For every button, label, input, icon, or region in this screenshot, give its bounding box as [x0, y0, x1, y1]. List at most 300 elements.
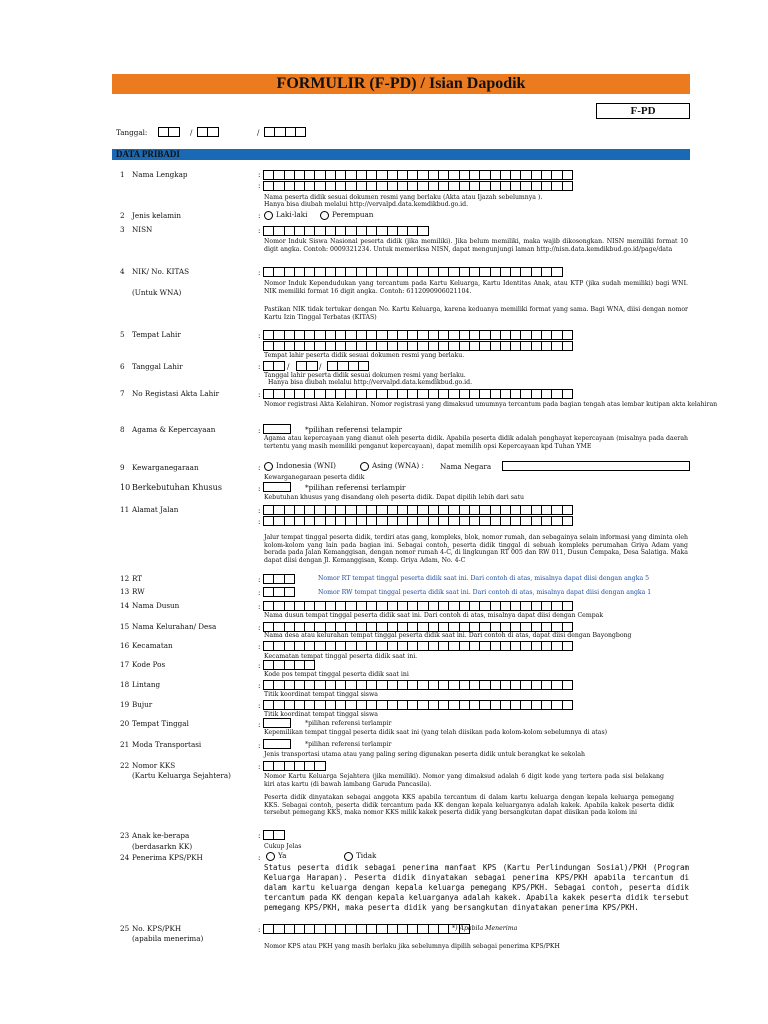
- date-month-boxes[interactable]: [197, 127, 219, 137]
- tempat-lahir-boxes-2[interactable]: [263, 341, 573, 351]
- char-box[interactable]: [551, 330, 561, 340]
- char-box[interactable]: [397, 700, 407, 710]
- char-box[interactable]: [284, 516, 294, 526]
- char-box[interactable]: [294, 505, 304, 515]
- char-box[interactable]: [263, 505, 273, 515]
- char-box[interactable]: [294, 267, 304, 277]
- char-box[interactable]: [284, 601, 294, 611]
- char-box[interactable]: [479, 330, 489, 340]
- char-box[interactable]: [448, 641, 458, 651]
- char-box[interactable]: [356, 680, 366, 690]
- char-box[interactable]: [387, 330, 397, 340]
- char-box[interactable]: [304, 924, 314, 934]
- char-box[interactable]: [314, 341, 324, 351]
- char-box[interactable]: [438, 641, 448, 651]
- char-box[interactable]: [294, 341, 304, 351]
- char-box[interactable]: [469, 700, 479, 710]
- char-box[interactable]: [562, 170, 573, 180]
- char-box[interactable]: [448, 700, 458, 710]
- char-box[interactable]: [541, 330, 551, 340]
- char-box[interactable]: [345, 330, 355, 340]
- char-box[interactable]: [284, 641, 294, 651]
- char-box[interactable]: [520, 181, 530, 191]
- char-box[interactable]: [356, 330, 366, 340]
- char-box[interactable]: [345, 641, 355, 651]
- char-box[interactable]: [438, 924, 448, 934]
- char-box[interactable]: [428, 330, 438, 340]
- kks-boxes[interactable]: [263, 761, 326, 771]
- char-box[interactable]: [407, 267, 417, 277]
- char-box[interactable]: [479, 181, 489, 191]
- char-box[interactable]: [366, 924, 376, 934]
- char-box[interactable]: [366, 341, 376, 351]
- char-box[interactable]: [366, 622, 376, 632]
- radio-wni[interactable]: Indonesia (WNI): [264, 461, 336, 471]
- char-box[interactable]: [438, 505, 448, 515]
- char-box[interactable]: [438, 330, 448, 340]
- char-box[interactable]: [376, 267, 386, 277]
- char-box[interactable]: [469, 680, 479, 690]
- char-box[interactable]: [438, 700, 448, 710]
- char-box[interactable]: [407, 330, 417, 340]
- char-box[interactable]: [304, 170, 314, 180]
- char-box[interactable]: [562, 330, 573, 340]
- char-box[interactable]: [273, 267, 283, 277]
- char-box[interactable]: [500, 601, 510, 611]
- char-box[interactable]: [263, 389, 273, 399]
- char-box[interactable]: [448, 267, 458, 277]
- tgl-lahir-month[interactable]: [296, 361, 318, 371]
- char-box[interactable]: [356, 226, 366, 236]
- char-box[interactable]: [273, 622, 283, 632]
- char-box[interactable]: [428, 516, 438, 526]
- char-box[interactable]: [314, 170, 324, 180]
- char-box[interactable]: [520, 680, 530, 690]
- char-box[interactable]: [541, 601, 551, 611]
- char-box[interactable]: [263, 267, 273, 277]
- char-box[interactable]: [541, 267, 551, 277]
- char-box[interactable]: [417, 330, 427, 340]
- char-box[interactable]: [366, 181, 376, 191]
- char-box[interactable]: [294, 622, 304, 632]
- char-box[interactable]: [335, 680, 345, 690]
- char-box[interactable]: [417, 505, 427, 515]
- char-box[interactable]: [376, 226, 386, 236]
- char-box[interactable]: [304, 341, 314, 351]
- char-box[interactable]: [531, 181, 541, 191]
- char-box[interactable]: [304, 641, 314, 651]
- char-box[interactable]: [448, 170, 458, 180]
- nisn-boxes[interactable]: [263, 226, 429, 236]
- char-box[interactable]: [273, 660, 283, 670]
- char-box[interactable]: [284, 181, 294, 191]
- char-box[interactable]: [490, 389, 500, 399]
- char-box[interactable]: [417, 516, 427, 526]
- char-box[interactable]: [335, 700, 345, 710]
- char-box[interactable]: [407, 170, 417, 180]
- char-box[interactable]: [510, 330, 520, 340]
- char-box[interactable]: [284, 226, 294, 236]
- char-box[interactable]: [541, 389, 551, 399]
- char-box[interactable]: [459, 680, 469, 690]
- char-box[interactable]: [325, 680, 335, 690]
- char-box[interactable]: [335, 226, 345, 236]
- char-box[interactable]: [335, 516, 345, 526]
- char-box[interactable]: [314, 389, 324, 399]
- char-box[interactable]: [366, 226, 376, 236]
- char-box[interactable]: [397, 389, 407, 399]
- char-box[interactable]: [562, 389, 573, 399]
- char-box[interactable]: [531, 341, 541, 351]
- char-box[interactable]: [314, 601, 324, 611]
- char-box[interactable]: [273, 641, 283, 651]
- char-box[interactable]: [551, 622, 561, 632]
- char-box[interactable]: [428, 181, 438, 191]
- char-box[interactable]: [325, 181, 335, 191]
- char-box[interactable]: [376, 641, 386, 651]
- char-box[interactable]: [294, 641, 304, 651]
- radio-laki-laki[interactable]: Laki-laki: [264, 210, 307, 220]
- char-box[interactable]: [520, 330, 530, 340]
- char-box[interactable]: [510, 505, 520, 515]
- char-box[interactable]: [314, 761, 325, 771]
- char-box[interactable]: [459, 170, 469, 180]
- char-box[interactable]: [376, 680, 386, 690]
- char-box[interactable]: [428, 505, 438, 515]
- radio-tidak[interactable]: Tidak: [344, 851, 376, 861]
- char-box[interactable]: [387, 622, 397, 632]
- char-box[interactable]: [263, 622, 273, 632]
- char-box[interactable]: [541, 516, 551, 526]
- char-box[interactable]: [304, 601, 314, 611]
- transportasi-box[interactable]: [263, 739, 291, 749]
- char-box[interactable]: [551, 505, 561, 515]
- char-box[interactable]: [531, 700, 541, 710]
- char-box[interactable]: [345, 700, 355, 710]
- char-box[interactable]: [304, 622, 314, 632]
- char-box[interactable]: [469, 330, 479, 340]
- char-box[interactable]: [428, 700, 438, 710]
- char-box[interactable]: [263, 341, 273, 351]
- char-box[interactable]: [376, 341, 386, 351]
- char-box[interactable]: [510, 622, 520, 632]
- char-box[interactable]: [345, 924, 355, 934]
- char-box[interactable]: [407, 389, 417, 399]
- char-box[interactable]: [490, 680, 500, 690]
- char-box[interactable]: [551, 641, 561, 651]
- char-box[interactable]: [479, 641, 489, 651]
- char-box[interactable]: [417, 924, 427, 934]
- char-box[interactable]: [294, 660, 304, 670]
- char-box[interactable]: [562, 505, 573, 515]
- char-box[interactable]: [428, 680, 438, 690]
- char-box[interactable]: [273, 680, 283, 690]
- char-box[interactable]: [284, 761, 294, 771]
- char-box[interactable]: [490, 641, 500, 651]
- char-box[interactable]: [428, 601, 438, 611]
- char-box[interactable]: [366, 170, 376, 180]
- char-box[interactable]: [531, 680, 541, 690]
- char-box[interactable]: [263, 170, 273, 180]
- char-box[interactable]: [314, 516, 324, 526]
- char-box[interactable]: [448, 516, 458, 526]
- char-box[interactable]: [294, 924, 304, 934]
- berkebutuhan-box[interactable]: [263, 482, 291, 492]
- char-box[interactable]: [314, 924, 324, 934]
- char-box[interactable]: [263, 761, 273, 771]
- char-box[interactable]: [304, 700, 314, 710]
- char-box[interactable]: [531, 505, 541, 515]
- char-box[interactable]: [284, 389, 294, 399]
- char-box[interactable]: [438, 170, 448, 180]
- char-box[interactable]: [417, 170, 427, 180]
- char-box[interactable]: [345, 601, 355, 611]
- char-box[interactable]: [356, 170, 366, 180]
- char-box[interactable]: [314, 330, 324, 340]
- char-box[interactable]: [284, 505, 294, 515]
- char-box[interactable]: [407, 181, 417, 191]
- char-box[interactable]: [325, 700, 335, 710]
- char-box[interactable]: [510, 680, 520, 690]
- char-box[interactable]: [531, 516, 541, 526]
- char-box[interactable]: [531, 389, 541, 399]
- char-box[interactable]: [551, 680, 561, 690]
- char-box[interactable]: [551, 181, 561, 191]
- char-box[interactable]: [304, 267, 314, 277]
- char-box[interactable]: [387, 601, 397, 611]
- char-box[interactable]: [469, 505, 479, 515]
- tgl-lahir-year[interactable]: [327, 361, 369, 371]
- char-box[interactable]: [541, 641, 551, 651]
- char-box[interactable]: [345, 505, 355, 515]
- char-box[interactable]: [459, 601, 469, 611]
- char-box[interactable]: [541, 700, 551, 710]
- tempat-tinggal-box[interactable]: [263, 718, 291, 728]
- char-box[interactable]: [376, 516, 386, 526]
- char-box[interactable]: [469, 341, 479, 351]
- char-box[interactable]: [459, 516, 469, 526]
- char-box[interactable]: [520, 170, 530, 180]
- char-box[interactable]: [284, 924, 294, 934]
- char-box[interactable]: [304, 761, 314, 771]
- char-box[interactable]: [562, 700, 573, 710]
- char-box[interactable]: [376, 924, 386, 934]
- char-box[interactable]: [273, 505, 283, 515]
- tgl-lahir-day[interactable]: [263, 361, 285, 371]
- char-box[interactable]: [294, 761, 304, 771]
- char-box[interactable]: [325, 170, 335, 180]
- char-box[interactable]: [541, 680, 551, 690]
- char-box[interactable]: [273, 587, 283, 597]
- char-box[interactable]: [335, 330, 345, 340]
- char-box[interactable]: [345, 389, 355, 399]
- char-box[interactable]: [314, 267, 324, 277]
- char-box[interactable]: [376, 505, 386, 515]
- char-box[interactable]: [356, 181, 366, 191]
- char-box[interactable]: [284, 680, 294, 690]
- char-box[interactable]: [304, 330, 314, 340]
- char-box[interactable]: [263, 516, 273, 526]
- char-box[interactable]: [284, 574, 295, 584]
- char-box[interactable]: [510, 181, 520, 191]
- char-box[interactable]: [469, 601, 479, 611]
- char-box[interactable]: [500, 641, 510, 651]
- char-box[interactable]: [387, 341, 397, 351]
- char-box[interactable]: [417, 181, 427, 191]
- char-box[interactable]: [448, 389, 458, 399]
- char-box[interactable]: [459, 700, 469, 710]
- char-box[interactable]: [335, 505, 345, 515]
- char-box[interactable]: [397, 330, 407, 340]
- nik-boxes[interactable]: [263, 267, 563, 277]
- char-box[interactable]: [356, 924, 366, 934]
- radio-perempuan[interactable]: Perempuan: [320, 210, 373, 220]
- char-box[interactable]: [387, 680, 397, 690]
- char-box[interactable]: [520, 267, 530, 277]
- date-year-boxes[interactable]: [264, 127, 306, 137]
- char-box[interactable]: [304, 226, 314, 236]
- char-box[interactable]: [459, 505, 469, 515]
- char-box[interactable]: [314, 505, 324, 515]
- char-box[interactable]: [459, 181, 469, 191]
- char-box[interactable]: [562, 680, 573, 690]
- char-box[interactable]: [304, 516, 314, 526]
- char-box[interactable]: [387, 924, 397, 934]
- char-box[interactable]: [417, 389, 427, 399]
- char-box[interactable]: [263, 924, 273, 934]
- char-box[interactable]: [510, 601, 520, 611]
- char-box[interactable]: [407, 505, 417, 515]
- char-box[interactable]: [490, 700, 500, 710]
- char-box[interactable]: [273, 574, 283, 584]
- char-box[interactable]: [366, 601, 376, 611]
- char-box[interactable]: [294, 601, 304, 611]
- char-box[interactable]: [500, 700, 510, 710]
- char-box[interactable]: [500, 389, 510, 399]
- char-box[interactable]: [284, 267, 294, 277]
- char-box[interactable]: [407, 601, 417, 611]
- char-box[interactable]: [366, 516, 376, 526]
- char-box[interactable]: [520, 622, 530, 632]
- char-box[interactable]: [459, 341, 469, 351]
- char-box[interactable]: [428, 924, 438, 934]
- char-box[interactable]: [345, 516, 355, 526]
- char-box[interactable]: [263, 830, 273, 840]
- char-box[interactable]: [345, 267, 355, 277]
- char-box[interactable]: [541, 170, 551, 180]
- char-box[interactable]: [510, 700, 520, 710]
- char-box[interactable]: [520, 389, 530, 399]
- kode-pos-boxes[interactable]: [263, 660, 315, 670]
- char-box[interactable]: [428, 641, 438, 651]
- char-box[interactable]: [335, 601, 345, 611]
- char-box[interactable]: [417, 341, 427, 351]
- char-box[interactable]: [407, 700, 417, 710]
- char-box[interactable]: [469, 622, 479, 632]
- char-box[interactable]: [376, 170, 386, 180]
- char-box[interactable]: [520, 341, 530, 351]
- char-box[interactable]: [314, 700, 324, 710]
- char-box[interactable]: [469, 389, 479, 399]
- char-box[interactable]: [479, 680, 489, 690]
- char-box[interactable]: [387, 226, 397, 236]
- char-box[interactable]: [376, 700, 386, 710]
- char-box[interactable]: [356, 341, 366, 351]
- char-box[interactable]: [417, 700, 427, 710]
- char-box[interactable]: [273, 830, 284, 840]
- char-box[interactable]: [273, 341, 283, 351]
- char-box[interactable]: [356, 641, 366, 651]
- char-box[interactable]: [438, 680, 448, 690]
- char-box[interactable]: [294, 516, 304, 526]
- char-box[interactable]: [490, 341, 500, 351]
- char-box[interactable]: [345, 680, 355, 690]
- char-box[interactable]: [490, 267, 500, 277]
- char-box[interactable]: [345, 170, 355, 180]
- char-box[interactable]: [438, 267, 448, 277]
- char-box[interactable]: [325, 267, 335, 277]
- date-day-boxes[interactable]: [158, 127, 180, 137]
- char-box[interactable]: [263, 574, 273, 584]
- rt-boxes[interactable]: [263, 574, 295, 584]
- char-box[interactable]: [366, 680, 376, 690]
- rw-boxes[interactable]: [263, 587, 295, 597]
- char-box[interactable]: [428, 170, 438, 180]
- char-box[interactable]: [551, 601, 561, 611]
- char-box[interactable]: [335, 341, 345, 351]
- char-box[interactable]: [531, 267, 541, 277]
- char-box[interactable]: [500, 330, 510, 340]
- anak-ke-boxes[interactable]: [263, 830, 285, 840]
- char-box[interactable]: [500, 170, 510, 180]
- char-box[interactable]: [273, 226, 283, 236]
- char-box[interactable]: [459, 641, 469, 651]
- char-box[interactable]: [407, 622, 417, 632]
- kecamatan-boxes[interactable]: [263, 641, 573, 651]
- char-box[interactable]: [479, 601, 489, 611]
- char-box[interactable]: [325, 226, 335, 236]
- char-box[interactable]: [284, 330, 294, 340]
- char-box[interactable]: [314, 226, 324, 236]
- char-box[interactable]: [397, 641, 407, 651]
- char-box[interactable]: [500, 680, 510, 690]
- char-box[interactable]: [366, 330, 376, 340]
- char-box[interactable]: [438, 516, 448, 526]
- char-box[interactable]: [562, 601, 573, 611]
- char-box[interactable]: [284, 700, 294, 710]
- char-box[interactable]: [490, 330, 500, 340]
- kelurahan-boxes[interactable]: [263, 622, 573, 632]
- char-box[interactable]: [284, 341, 294, 351]
- char-box[interactable]: [469, 170, 479, 180]
- char-box[interactable]: [294, 389, 304, 399]
- char-box[interactable]: [562, 516, 573, 526]
- char-box[interactable]: [376, 330, 386, 340]
- char-box[interactable]: [417, 622, 427, 632]
- char-box[interactable]: [448, 622, 458, 632]
- char-box[interactable]: [397, 267, 407, 277]
- char-box[interactable]: [459, 389, 469, 399]
- char-box[interactable]: [325, 516, 335, 526]
- char-box[interactable]: [387, 181, 397, 191]
- char-box[interactable]: [531, 330, 541, 340]
- char-box[interactable]: [520, 601, 530, 611]
- char-box[interactable]: [273, 181, 283, 191]
- char-box[interactable]: [469, 181, 479, 191]
- char-box[interactable]: [479, 516, 489, 526]
- char-box[interactable]: [304, 505, 314, 515]
- char-box[interactable]: [551, 341, 561, 351]
